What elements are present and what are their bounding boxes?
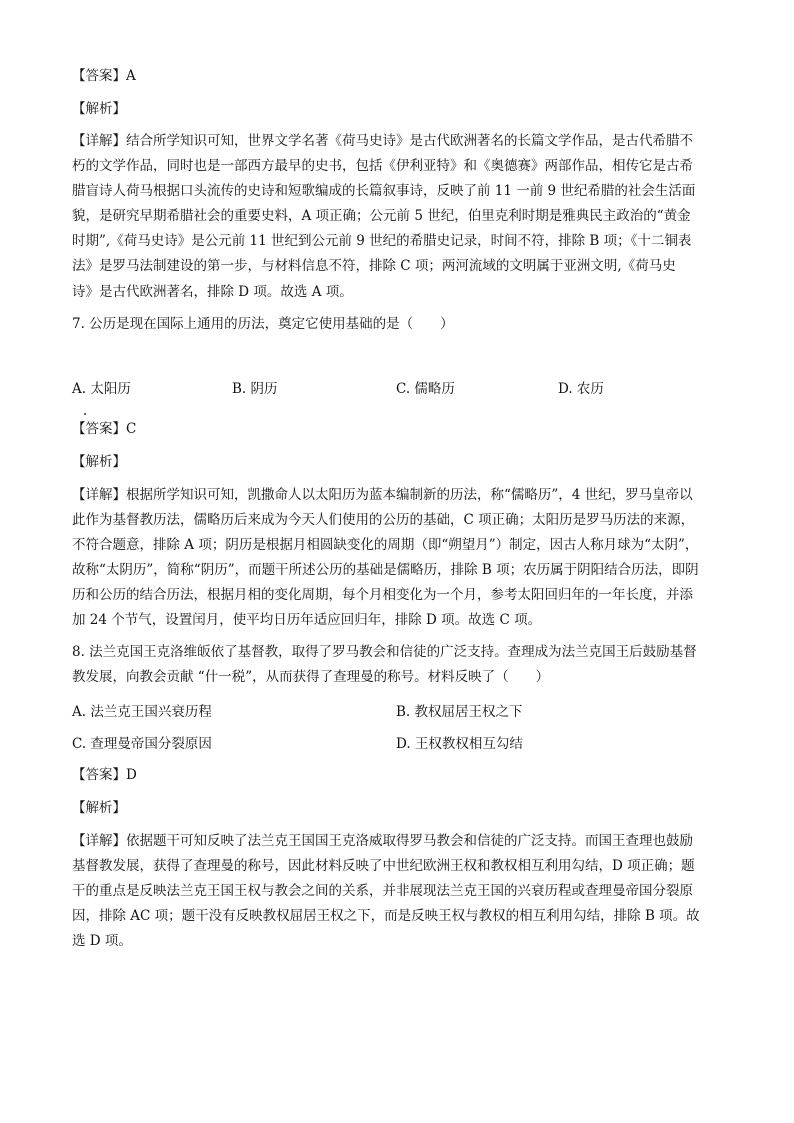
q7-answer: 【答案】C xyxy=(72,421,137,437)
q8-option-c: C. 查理曼帝国分裂原因 xyxy=(72,736,212,752)
q7-option-b: B. 阴历 xyxy=(232,381,278,397)
q8-detail-line: 选 D 项。 xyxy=(72,933,132,949)
q6-detail-line: 朽的文学作品，同时也是一部西方最早的史书，包括《伊利亚特》和《奥德赛》两部作品，相传它是古希 xyxy=(72,158,693,174)
q7-detail-line: 不符合题意，排除 A 项；阴历是根据月相圆缺变化的周期（即“朔望月”）制定，因古人称月球为“太阴”， xyxy=(72,537,699,553)
q7-option-a: A. 太阳历 xyxy=(72,381,131,397)
stray-dot xyxy=(84,413,86,415)
q8-answer: 【答案】D xyxy=(72,767,137,783)
q7-detail-line: 此作为基督教历法，儒略历后来成为今天人们使用的公历的基础，C 项正确；太阳历是罗马历法的来源， xyxy=(72,512,695,528)
q8-detail-line: 基督教发展，获得了查理曼的称号，因此材料反映了中世纪欧洲王权和教权相互利用勾结，D 项正确；题 xyxy=(72,858,695,874)
q6-detail-line: 腊盲诗人荷马根据口头流传的史诗和短歌编成的长篇叙事诗，反映了前 11 一前 9 世纪希腊的社会生活面 xyxy=(72,183,696,199)
q6-answer: 【答案】A xyxy=(72,68,136,84)
q7-stem: 7. 公历是现在国际上通用的历法，奠定它使用基础的是（ ） xyxy=(72,316,454,332)
q8-stem-line: 8. 法兰克国王克洛维皈依了基督教，取得了罗马教会和信徒的广泛支持。查理成为法兰克国王后鼓励基督 xyxy=(72,644,697,660)
q6-detail-line: 时期”,《荷马史诗》是公元前 11 世纪到公元前 9 世纪的希腊史记录，时间不符，排除 B 项；《十二铜表 xyxy=(72,233,692,249)
q8-option-a: A. 法兰克王国兴衰历程 xyxy=(72,704,212,720)
q6-detail-line: 诗》是古代欧洲著名，排除 D 项。故选 A 项。 xyxy=(72,284,353,300)
q6-detail-line: 法》是罗马法制建设的第一步，与材料信息不符，排除 C 项；两河流域的文明属于亚洲文明,《荷马史 xyxy=(72,258,676,274)
q8-option-b: B. 教权屈居王权之下 xyxy=(396,704,523,720)
q6-detail-line: 貌，是研究早期希腊社会的重要史料，A 项正确；公元前 5 世纪，伯里克利时期是雅典民主政治的“黄金 xyxy=(72,208,691,224)
q6-detail-line: 【详解】结合所学知识可知，世界文学名著《荷马史诗》是古代欧洲著名的长篇文学作品，是古代希腊不 xyxy=(72,133,693,149)
q8-detail-line: 因，排除 AC 项；题干没有反映教权屈居王权之下，而是反映王权与教权的相互利用勾结，排除 B 项。故 xyxy=(72,908,700,924)
q8-stem-line: 教发展，向教会贡献 “什一税”，从而获得了查理曼的称号。材料反映了（ ） xyxy=(72,669,550,685)
q8-analysis-heading: 【解析】 xyxy=(72,800,126,816)
q7-detail-line: 历和公历的结合历法，根据月相的变化周期，每个月相变化为一个月，参考太阳回归年的一年长度，并添 xyxy=(72,587,693,603)
q6-analysis-heading: 【解析】 xyxy=(72,101,126,117)
q8-detail-line: 干的重点是反映法兰克王国王权与教会之间的关系，并非展现法兰克王国的兴衰历程或查理曼帝国分裂原 xyxy=(72,883,693,899)
q7-analysis-heading: 【解析】 xyxy=(72,454,126,470)
q8-detail-line: 【详解】依据题干可知反映了法兰克王国国王克洛威取得罗马教会和信徒的广泛支持。而国王查理也鼓励 xyxy=(72,833,693,849)
q8-option-d: D. 王权教权相互勾结 xyxy=(396,736,523,752)
q7-detail-line: 【详解】根据所学知识可知，凯撒命人以太阳历为蓝本编制新的历法，称“儒略历”，4 世纪，罗马皇帝以 xyxy=(72,487,693,503)
q7-option-d: D. 农历 xyxy=(558,381,604,397)
q7-detail-line: 故称“太阴历”，简称“阴历”，而题干所述公历的基础是儒略历，排除 B 项；农历属于阴阳结合历法，即阴 xyxy=(72,562,699,578)
q7-option-c: C. 儒略历 xyxy=(396,381,455,397)
q7-detail-line: 加 24 个节气，设置闰月，使平均日历年适应回归年，排除 D 项。故选 C 项。 xyxy=(72,612,542,628)
